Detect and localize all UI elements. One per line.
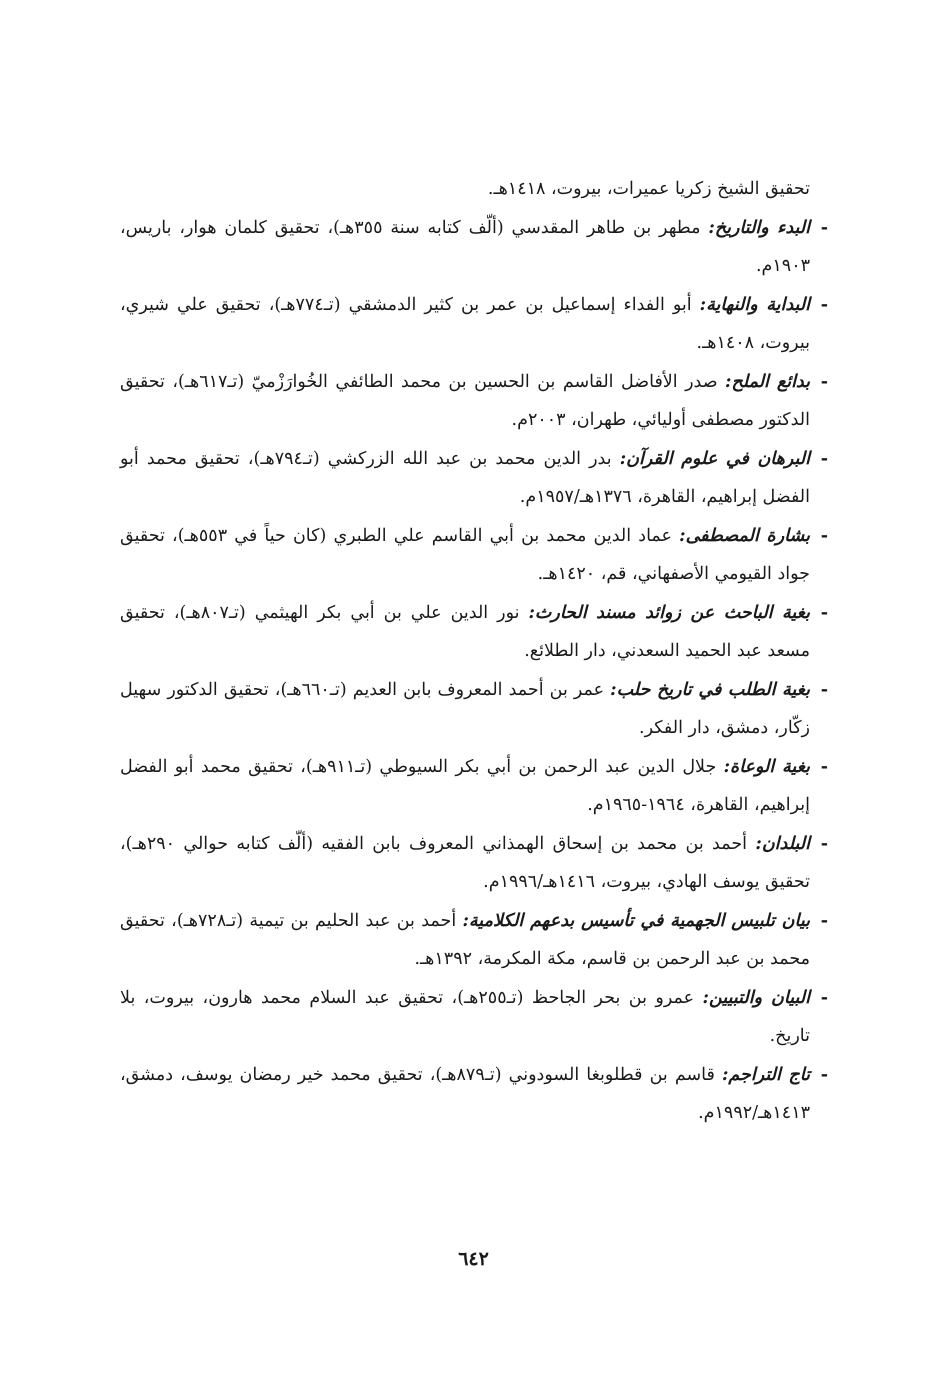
bibliography-entry [120,209,828,286]
entry-text: أحمد بن محمد بن إسحاق الهمذاني المعروف بابن الفقيه (ألّف كتابه حوالي ٢٩٠هـ)، تحقيق يوسف الهادي، بيروت، ١٤١٦هـ/١٩٩٦م. [120,833,810,892]
entry-text: أبو الفداء إسماعيل بن عمر بن كثير الدمشقي (تـ٧٧٤هـ)، تحقيق علي شيري، بيروت، ١٤٠٨هـ. [120,294,810,353]
entry-text: بدر الدين محمد بن عبد الله الزركشي (تـ٧٩٤هـ)، تحقيق محمد أبو الفضل إبراهيم، القاهرة، ١٣٧٦هـ/١٩٥٧م. [120,448,810,507]
entry-text: قاسم بن قطلوبغا السودوني (تـ٨٧٩هـ)، تحقيق محمد خير رمضان يوسف، دمشق، ١٤١٣هـ/١٩٩٢م. [120,1064,810,1123]
bullet: - [820,602,828,623]
entry-title: تاج التراجم: [721,1064,810,1085]
bullet: - [820,1064,828,1085]
entry-title: بيان تلبيس الجهمية في تأسيس بدعهم الكلامية: [462,910,810,931]
entry-title: البدء والتاريخ: [708,217,810,238]
bibliography-entry [120,1056,828,1133]
bullet: - [820,833,828,854]
bibliography-entry [120,286,828,363]
entry-title: بغية الوعاة: [723,756,811,777]
entry-title: البيان والتبيين: [702,987,810,1008]
bibliography-entry [120,671,828,748]
continuation-text: تحقيق الشيخ زكريا عميرات، بيروت، ١٤١٨هـ. [487,179,810,199]
bullet: - [820,217,828,238]
bibliography-entry [120,748,828,825]
bibliography-entry [120,440,828,517]
bullet: - [820,294,828,315]
entry-text: جلال الدين عبد الرحمن بن أبي بكر السيوطي (تـ٩١١هـ)، تحقيق محمد أبو الفضل إبراهيم، القاهرة، ١٩٦٤-١٩٦٥م. [120,756,810,815]
entry-text: أحمد بن عبد الحليم بن تيمية (تـ٧٢٨هـ)، تحقيق محمد بن عبد الرحمن بن قاسم، مكة المكرمة، ١٣٩٢هـ. [120,910,810,969]
bibliography-entry [120,594,828,671]
bibliography-entry [120,517,828,594]
entry-title: بغية الطلب في تاريخ حلب: [610,679,810,700]
entry-text: عمر بن أحمد المعروف بابن العديم (تـ٦٦٠هـ)، تحقيق الدكتور سهيل زكّار، دمشق، دار الفكر. [120,679,810,738]
bullet: - [820,910,828,931]
entry-text: مطهر بن طاهر المقدسي (ألّف كتابه سنة ٣٥٥هـ)، تحقيق كلمان هوار، باريس، ١٩٠٣م. [120,217,810,276]
entry-text: نور الدين علي بن أبي بكر الهيثمي (تـ٨٠٧هـ)، تحقيق مسعد عبد الحميد السعدني، دار الطلائع. [120,602,810,661]
bibliography-entry [120,902,828,979]
bullet: - [820,679,828,700]
bibliography-entry [120,825,828,902]
entry-title: البداية والنهاية: [699,294,811,315]
bibliography-list [120,170,828,1133]
entry-text: عماد الدين محمد بن أبي القاسم علي الطبري (كان حياً في ٥٥٣هـ)، تحقيق جواد القيومي الأصفهاني، قم، ١٤٢٠هـ. [120,525,810,584]
bullet: - [820,756,828,777]
bullet: - [820,525,828,546]
continuation-line [120,170,828,209]
bullet: - [820,371,828,392]
page-number: ٦٤٢ [458,1248,489,1270]
bibliography-entry [120,363,828,440]
entry-title: البلدان: [755,833,810,854]
entry-title: بغية الباحث عن زوائد مسند الحارث: [528,602,810,623]
entry-title: بدائع الملح: [725,371,810,392]
entry-text: صدر الأفاضل القاسم بن الحسين بن محمد الطائفي الخُوارَزْميّ (تـ٦١٧هـ)، تحقيق الدكتور مصطفى أوليائي، طهران، ٢٠٠٣م. [120,371,810,430]
bullet: - [820,987,828,1008]
entry-text: عمرو بن بحر الجاحظ (تـ٢٥٥هـ)، تحقيق عبد السلام محمد هارون، بيروت، بلا تاريخ. [120,987,810,1046]
entry-title: بشارة المصطفى: [679,525,810,546]
bullet: - [820,448,828,469]
bibliography-entry [120,979,828,1056]
entry-title: البرهان في علوم القرآن: [619,448,810,469]
